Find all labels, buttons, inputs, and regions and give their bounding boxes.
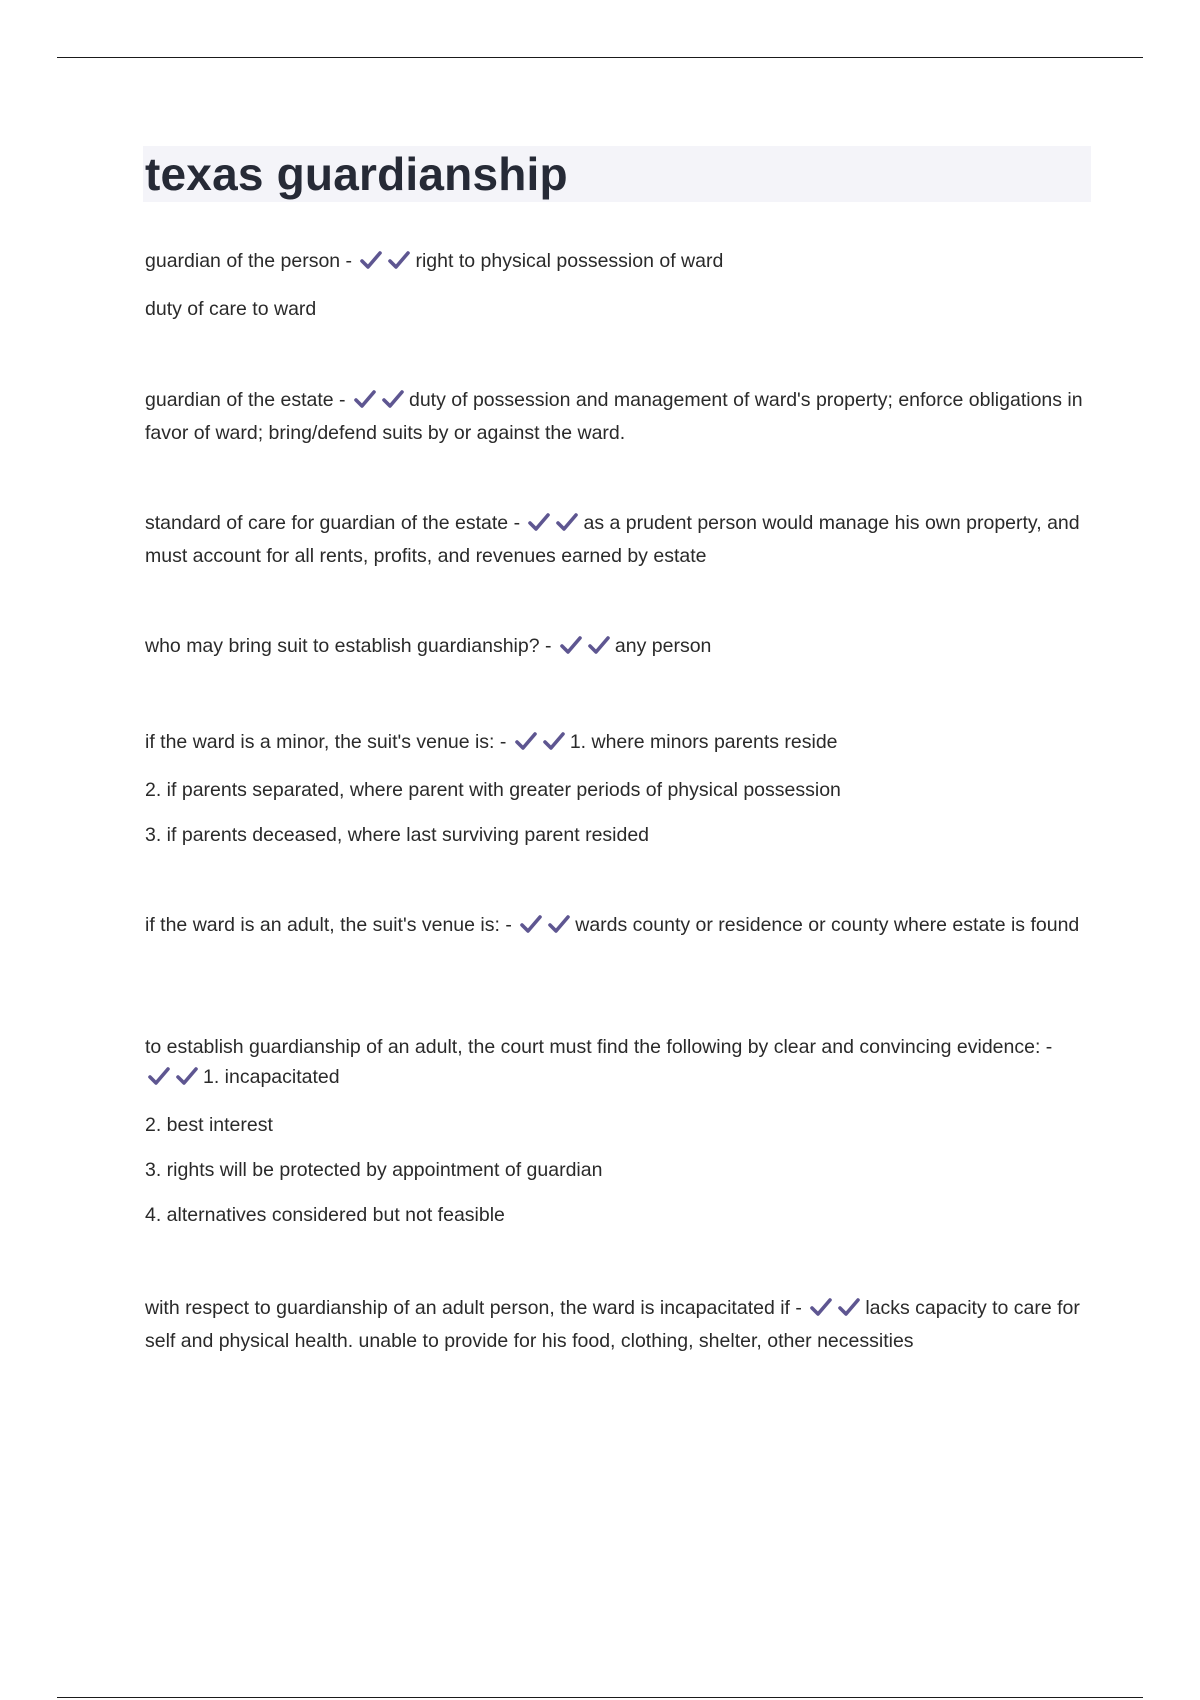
card-answer: lacks capacity to care for self and physical health. unable to provide for his food, clothing, shelter, other necessities — [145, 1297, 1080, 1352]
card-5 — [145, 727, 1095, 850]
card-4-qa — [145, 631, 1095, 664]
card-2 — [145, 385, 1095, 448]
card-6-qa — [145, 910, 1095, 943]
card-answer: 1. where minors parents reside — [569, 731, 838, 753]
card-term: with respect to guardianship of an adult person, the ward is incapacitated if - — [145, 1297, 802, 1319]
card-6 — [145, 910, 1095, 943]
check-icon — [809, 1297, 833, 1317]
card-answer: duty of possession and management of ward's property; enforce obligations in favor of ward; bring/defend suits by or against the ward. — [145, 389, 1083, 444]
card-7 — [145, 1032, 1095, 1230]
double-check-icon — [359, 249, 411, 279]
card-3-qa — [145, 508, 1095, 571]
check-icon — [519, 914, 543, 934]
card-4 — [145, 631, 1095, 664]
card-1-qa — [145, 246, 1095, 279]
card-term: guardian of the estate - — [145, 389, 346, 411]
double-check-icon — [353, 388, 405, 418]
card-answer-line: 4. alternatives considered but not feasible — [145, 1204, 505, 1226]
page-title: texas guardianship — [145, 148, 568, 200]
top-rule — [57, 57, 1143, 58]
check-icon — [547, 914, 571, 934]
card-term: if the ward is an adult, the suit's venue is: - — [145, 914, 512, 936]
check-icon — [559, 635, 583, 655]
check-icon — [514, 731, 538, 751]
card-term: to establish guardianship of an adult, the court must find the following by clear and convincing evidence: - — [145, 1036, 1053, 1058]
double-check-icon — [147, 1065, 199, 1095]
card-3 — [145, 508, 1095, 571]
card-8 — [145, 1293, 1095, 1356]
card-8-qa — [145, 1293, 1095, 1356]
check-icon — [542, 731, 566, 751]
check-icon — [359, 250, 383, 270]
double-check-icon — [519, 913, 571, 943]
card-term: who may bring suit to establish guardianship? - — [145, 635, 552, 657]
card-answer: right to physical possession of ward — [415, 250, 724, 272]
double-check-icon — [514, 730, 566, 760]
card-1 — [145, 246, 1095, 324]
card-answer-line: 2. if parents separated, where parent with greater periods of physical possession — [145, 779, 841, 801]
check-icon — [527, 512, 551, 532]
card-answer-line: 3. if parents deceased, where last surviving parent resided — [145, 824, 650, 846]
double-check-icon — [809, 1296, 861, 1326]
card-answer: wards county or residence or county where estate is found — [575, 914, 1080, 936]
check-icon — [147, 1066, 171, 1086]
check-icon — [387, 250, 411, 270]
card-term: guardian of the person - — [145, 250, 353, 272]
card-answer-line: duty of care to ward — [145, 298, 317, 320]
check-icon — [837, 1297, 861, 1317]
card-5-qa — [145, 727, 1095, 760]
card-answer: 1. incapacitated — [203, 1066, 340, 1088]
card-term: if the ward is a minor, the suit's venue is: - — [145, 731, 507, 753]
card-answer-line: 3. rights will be protected by appointment of guardian — [145, 1159, 603, 1181]
double-check-icon — [559, 634, 611, 664]
card-answer: as a prudent person would manage his own property, and must account for all rents, profits, and revenues earned by estate — [145, 512, 1080, 567]
card-answer: any person — [614, 635, 712, 657]
card-term: standard of care for guardian of the estate - — [145, 512, 521, 534]
double-check-icon — [527, 511, 579, 541]
check-icon — [587, 635, 611, 655]
check-icon — [353, 389, 377, 409]
check-icon — [175, 1066, 199, 1086]
card-2-qa — [145, 385, 1095, 448]
check-icon — [381, 389, 405, 409]
card-answer-line: 2. best interest — [145, 1114, 273, 1136]
check-icon — [555, 512, 579, 532]
card-7-qa — [145, 1032, 1095, 1095]
bottom-rule — [57, 1697, 1143, 1698]
